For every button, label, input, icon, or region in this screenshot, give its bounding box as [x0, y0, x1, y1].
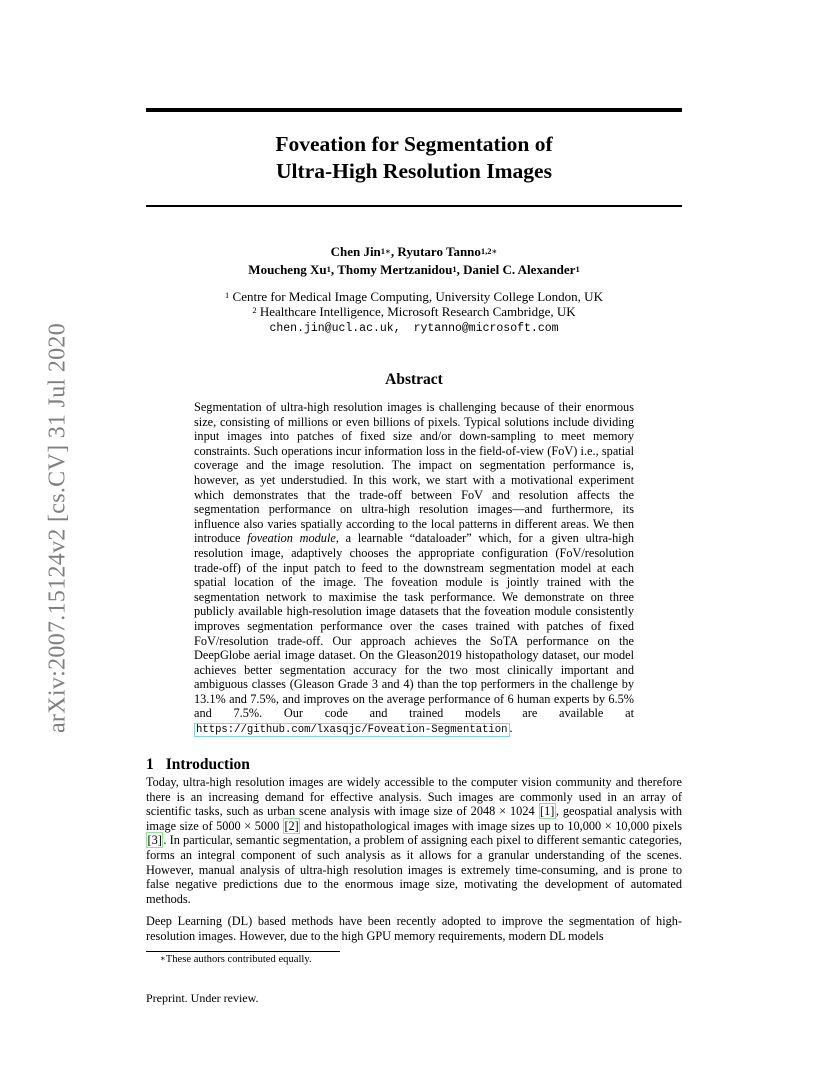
- footnote: ∗These authors contributed equally.: [160, 953, 312, 965]
- author-affil-mark: 1: [452, 264, 457, 274]
- emails: [146, 319, 682, 336]
- author-list: [146, 243, 682, 279]
- title-line-1: Foveation for Segmentation of: [275, 132, 553, 156]
- intro-paragraph-1: Today, ultra-high resolution images are widely accessible to the computer vision community and therefore there is an increasing demand for effective analysis. Such images are commonly used in an array of scientific tasks, such as urban scene analysis with image size of 2048 × 1024 [1] , geospatial analysis with image size of 5000 × 5000 [2] and histopathological images with image sizes up to 10,000 × 10,000 pixels [3] . In particular, semantic segmentation, a problem of assigning each pixel to different semantic categories, forms an integral component of such analysis as it allows for a granular understanding of the scenes. However, manual analysis of ultra-high resolution images is extremely time-consuming, and is prone to false negative predictions due to the enormous image size, motivating the development of automated methods.: [146, 775, 682, 906]
- abstract-text: Segmentation of ultra-high resolution images is challenging because of their enormous size, consisting of millions or even billions of pixels. Typical solutions include dividing input images into patches of fixed size and/or down-sampling to meet memory constraints. Such operations incur information loss in the field-of-view (FoV) i.e., spatial coverage and the image resolution. The impact on segmentation performance is, however, as yet understudied. In this work, we start with a motivational experiment which demonstrates that the trade-off between FoV and resolution affects the segmentation performance on ultra-high resolution images—and furthermore, its influence also varies spatially according to the local patterns in different areas. We then introduce foveation module, a learnable “dataloader” which, for a given ultra-high resolution image, adaptively chooses the appropriate configuration (FoV/resolution trade-off) of the input patch to feed to the downstream segmentation model at each spatial location of the image. The foveation module is jointly trained with the segmentation network to maximise the task performance. We demonstrate on three publicly available high-resolution image datasets that the foveation module consistently improves segmentation performance over the cases trained with patches of fixed FoV/resolution trade-off. Our approach achieves the SoTA performance on the DeepGlobe aerial image dataset. On the Gleason2019 histopathology dataset, our model achieves better segmentation accuracy for the two most clinically important and ambiguous classes (Gleason Grade 3 and 4) than the top performers in the challenge by 13.1% and 7.5%, and improves on the average performance of 6 human experts by 6.5% and 7.5%. Our code and trained models are available at https://github.com/lxasqjc/Foveation-Segmentation .: [194, 400, 634, 737]
- preprint-note: Preprint. Under review.: [146, 991, 259, 1005]
- author-name: Daniel C. Alexander: [463, 262, 576, 277]
- arxiv-identifier: arXiv:2007.15124v2 [cs.CV] 31 Jul 2020: [44, 322, 71, 734]
- author-affil-mark: 1: [326, 264, 331, 274]
- title-rule-bottom: [146, 205, 682, 207]
- footnote-rule: [146, 951, 340, 952]
- author-affil-mark: 1∗: [380, 246, 391, 256]
- title-rule-top: [146, 108, 682, 112]
- author-name: Thomy Mertzanidou: [337, 262, 453, 277]
- email-1[interactable]: chen.jin@ucl.ac.uk,: [269, 322, 401, 335]
- email-2[interactable]: rytanno@microsoft.com: [413, 322, 559, 335]
- affiliations: [146, 289, 682, 336]
- author-name: Ryutaro Tanno: [397, 244, 481, 259]
- footnote-mark: ∗: [160, 953, 166, 963]
- citation-link[interactable]: [2]: [284, 818, 299, 833]
- abstract-emphasis: foveation module: [247, 531, 336, 546]
- section-number: 1: [146, 756, 154, 773]
- paper-title: [146, 131, 682, 185]
- affiliation-2: $^2$ Healthcare Intelligence, Microsoft Research Cambridge, UK: [252, 304, 576, 319]
- author-name: Chen Jin: [330, 244, 381, 259]
- citation-link[interactable]: [1]: [540, 804, 555, 819]
- section-title: Introduction: [165, 756, 250, 773]
- citation-link[interactable]: [3]: [147, 833, 162, 848]
- author-name: Moucheng Xu: [248, 262, 327, 277]
- author-line-1: Chen Jin$^{1∗}$, Ryutaro Tanno$^{1,2∗}$: [330, 244, 498, 259]
- author-line-2: Moucheng Xu$^1$, Thomy Mertzanidou$^1$, Daniel C. Alexander$^1$: [248, 262, 580, 277]
- intro-paragraph-2: Deep Learning (DL) based methods have been recently adopted to improve the segmentation of high-resolution images. However, due to the high GPU memory requirements, modern DL models: [146, 914, 682, 943]
- abstract-heading: Abstract: [385, 371, 443, 388]
- affiliation-1: $^1$ Centre for Medical Image Computing, University College London, UK: [225, 289, 603, 304]
- author-affil-mark: 1: [575, 264, 580, 274]
- code-link[interactable]: https://github.com/lxasqjc/Foveation-Segmentation: [196, 724, 508, 737]
- section-heading-introduction: [146, 756, 250, 774]
- author-affil-mark: 1,2∗: [480, 246, 498, 256]
- title-line-2: Ultra-High Resolution Images: [276, 159, 552, 183]
